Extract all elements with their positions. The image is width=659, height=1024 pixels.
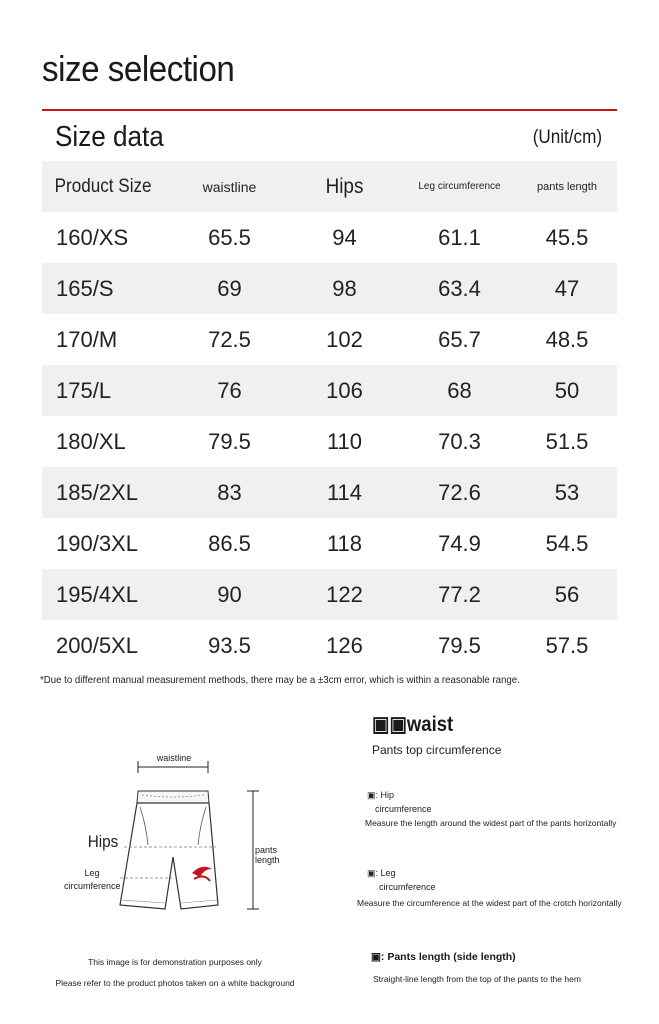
table-row <box>42 467 617 518</box>
hip-marker-icon: ▣: <box>367 790 381 800</box>
cell-size: 175/L <box>56 377 112 403</box>
waist-subtitle: Pants top circumference <box>372 743 502 757</box>
cell-leg: 79.5 <box>438 632 481 658</box>
header-leg-circumference: Leg circumference <box>418 181 501 192</box>
size-table <box>42 161 617 671</box>
hip-block <box>355 788 625 828</box>
cell-leg: 72.6 <box>438 479 481 505</box>
cell-waistline: 93.5 <box>208 632 251 658</box>
table-row <box>42 569 617 620</box>
header-hips: Hips <box>325 174 364 198</box>
leg-label-line1: Leg <box>84 868 100 878</box>
table-row <box>42 365 617 416</box>
cell-hips: 98 <box>332 275 357 301</box>
cell-waistline: 76 <box>217 377 242 403</box>
leg-label-line2: circumference <box>64 881 121 891</box>
cell-length: 47 <box>554 275 580 301</box>
cell-leg: 61.1 <box>438 224 481 250</box>
cell-leg: 77.2 <box>438 581 481 607</box>
cell-size: 165/S <box>56 275 114 301</box>
leg-title-line2: circumference <box>379 882 436 892</box>
cell-hips: 122 <box>326 581 363 607</box>
cell-size: 170/M <box>56 326 118 352</box>
cell-waistline: 69 <box>217 275 242 301</box>
cell-leg: 74.9 <box>438 530 481 556</box>
leg-marker-icon: ▣: <box>367 868 381 878</box>
cell-waistline: 65.5 <box>208 224 251 250</box>
waist-marker-icon: ▣▣ <box>372 713 407 736</box>
section-title: Size data <box>55 121 164 153</box>
cell-hips: 102 <box>326 326 363 352</box>
table-row <box>42 416 617 467</box>
cell-leg: 68 <box>447 377 472 403</box>
pants-length-label: pants length <box>255 845 280 865</box>
cell-size: 160/XS <box>56 224 129 250</box>
cell-hips: 94 <box>332 224 357 250</box>
table-row <box>42 518 617 569</box>
waistline-label: waistline <box>156 753 192 763</box>
waist-block <box>372 712 642 757</box>
cell-leg: 65.7 <box>438 326 481 352</box>
table-header-row <box>42 161 617 212</box>
red-divider <box>42 109 617 111</box>
cell-length: 51.5 <box>545 428 589 454</box>
cell-hips: 110 <box>326 428 363 454</box>
leg-title-line1: Leg <box>380 868 396 878</box>
cell-waistline: 90 <box>217 581 242 607</box>
cell-length: 50 <box>554 377 580 403</box>
cell-hips: 114 <box>326 479 363 505</box>
table-row <box>42 314 617 365</box>
cell-length: 48.5 <box>545 326 589 352</box>
cell-hips: 106 <box>326 377 363 403</box>
header-product-size: Product Size <box>54 175 152 197</box>
table-row <box>42 620 617 671</box>
length-block <box>371 951 641 984</box>
cell-length: 54.5 <box>545 530 589 556</box>
length-description: Straight-line length from the top of the pants to the hem <box>373 974 581 984</box>
header-pants-length: pants length <box>537 180 597 193</box>
page-title: size selection <box>42 48 235 89</box>
cell-length: 53 <box>554 479 580 505</box>
cell-size: 195/4XL <box>56 581 138 607</box>
hip-title-line1: Hip <box>380 790 395 800</box>
cell-size: 200/5XL <box>56 632 138 658</box>
table-row <box>42 263 617 314</box>
cell-hips: 126 <box>326 632 363 658</box>
cell-hips: 118 <box>326 530 363 556</box>
unit-label: (Unit/cm) <box>532 127 602 148</box>
cell-leg: 63.4 <box>438 275 481 301</box>
hip-title-line2: circumference <box>375 804 432 814</box>
cell-size: 180/XL <box>56 428 126 454</box>
cell-length: 56 <box>554 581 580 607</box>
measurement-note: *Due to different manual measurement methods, there may be a ±3cm error, which is within a reasonable range. <box>40 674 520 686</box>
disclaimer-line2: Please refer to the product photos taken on a white background <box>55 978 295 988</box>
disclaimer-line1: This image is for demonstration purposes only <box>88 957 262 967</box>
cell-length: 57.5 <box>545 632 589 658</box>
hip-description: Measure the length around the widest part of the pants horizontally <box>365 818 617 828</box>
cell-length: 45.5 <box>545 224 589 250</box>
cell-size: 190/3XL <box>56 530 138 556</box>
leg-block <box>355 866 625 908</box>
cell-size: 185/2XL <box>56 479 138 505</box>
cell-leg: 70.3 <box>438 428 481 454</box>
hips-label: Hips <box>87 832 119 851</box>
waist-title: waist <box>406 713 454 736</box>
cell-waistline: 79.5 <box>208 428 251 454</box>
leg-description: Measure the circumference at the widest part of the crotch horizontally <box>357 898 622 908</box>
length-marker-icon: ▣: <box>371 951 388 963</box>
length-title: Pants length (side length) <box>387 951 516 963</box>
table-row <box>42 212 617 263</box>
cell-waistline: 83 <box>217 479 242 505</box>
header-waistline: waistline <box>202 178 257 195</box>
cell-waistline: 72.5 <box>208 326 251 352</box>
cell-waistline: 86.5 <box>208 530 251 556</box>
